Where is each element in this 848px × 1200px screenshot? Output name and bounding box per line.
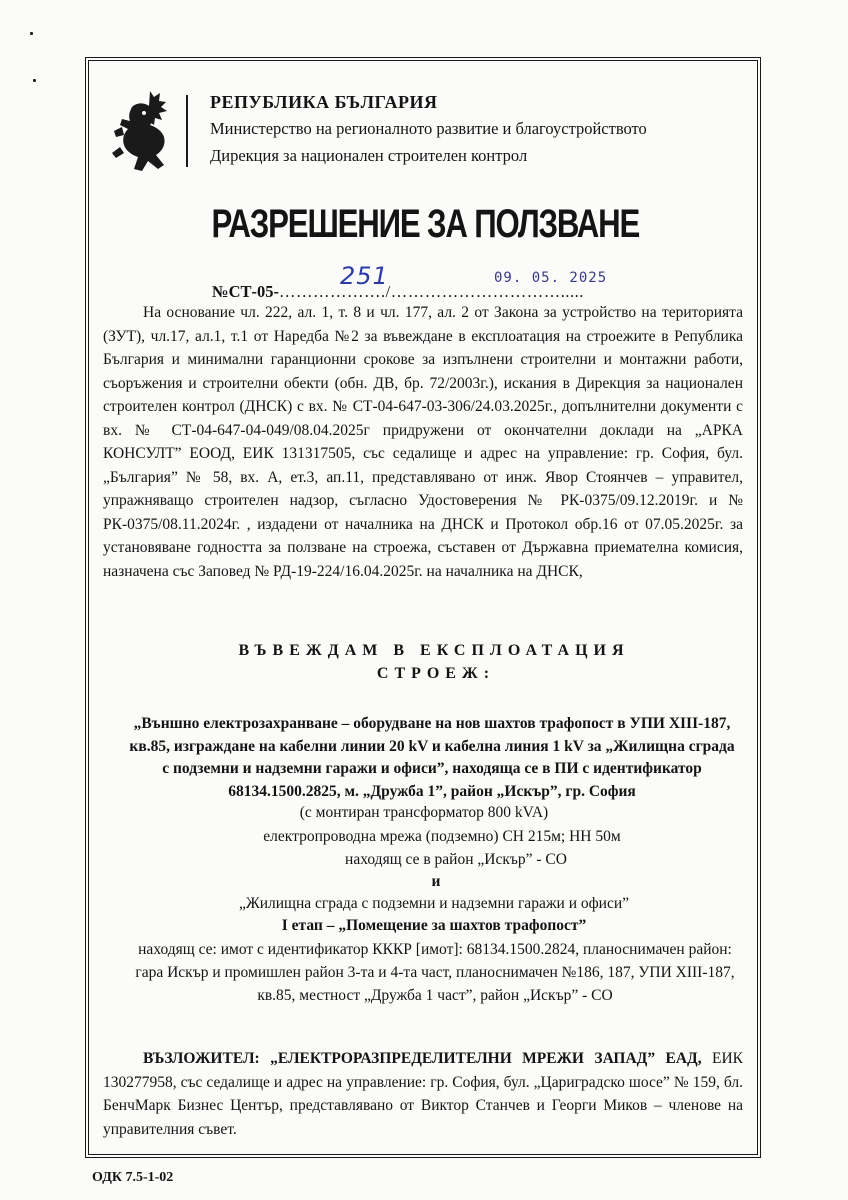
document-number-prefix: №СТ-05- xyxy=(212,282,279,301)
scan-speck xyxy=(30,32,33,35)
object-description: „Външно електрозахранване – оборудване на нов шахтов трафопост в УПИ XIII-187, кв.85, изграждане на кабелни линии 20 kV и кабелна линия 1 kV за „Жилищна сграда с подземни и надземни гаражи и офиси”, находяща се в ПИ с идентификатор 68134.1500.2825, м. „Дружба 1”, район „Искър”, гр. София xyxy=(129,715,735,800)
transformer-note: (с монтиран трансформатор 800 kVA) xyxy=(299,804,549,821)
handwritten-document-number: 251 xyxy=(340,262,389,290)
document-number-dots: ………………./…………………………..... xyxy=(279,282,584,301)
building-name: „Жилищна сграда с подземни и надземни гаражи и офиси” xyxy=(238,895,630,912)
scan-speck xyxy=(33,79,36,82)
investor-details: ЕИК 130277958, със седалище и адрес на управление: гр. София, бул. „Цариградско шосе” № 159, бл. БенчМарк Бизнес Център, представлявано от Виктор Станчев и Георги Миков – членове на управителния съвет. xyxy=(103,1050,744,1138)
ministry-name: Министерство на регионалното развитие и благоустройството xyxy=(210,119,647,138)
location-description: находящ се: имот с идентификатор КККР [имот]: 68134.1500.2824, планоснимачен район: гара Искър и промишлен район 3-та и 4-та част, планоснимачен №186, 187, УПИ XIII-187, кв.85, местност „Дружба 1 част”, район „Искър” - СО xyxy=(135,941,735,1004)
investor-paragraph xyxy=(103,1047,743,1141)
stamped-date: 09. 05. 2025 xyxy=(494,270,608,286)
directorate-name: Дирекция за национален строителен контрол xyxy=(210,146,528,165)
intro-paragraph: На основание чл. 222, ал. 1, т. 8 и чл. 177, ал. 2 от Закона за устройство на територията (ЗУТ), чл.17, ал.1, т.1 от Наредба №2 за въвеждане в експлоатация на строежите в Република България и минимални гаранционни срокове за изпълнени строителни и монтажни работи, съоръжения и строителни обекти (обн. ДВ, бр. 72/2003г.), искания в Дирекция за национален строителен контрол (ДНСК) с вх. № СТ-04-647-03-306/24.03.2025г., допълнителни документи с вх. № СТ-04-647-04-049/08.04.2025г придружени от окончателни доклади на „АРКА КОНСУЛТ” ЕООД, ЕИК 131317505, със седалище и адрес на управление: гр. София, бул. „България” № 58, вх. А, ет.3, ап.11, представлявано от инж. Явор Стоянчев – управител, упражняващо строителен надзор, съгласно Удостоверения № РК-0375/09.12.2019г. и № РК-0375/08.11.2024г. , издадени от началника на ДНСК и Протокол обр.16 от 07.05.2025г. за установяване годността за ползване на строежа, съставен от Държавна приемателна комисия, назначена със Заповед № РД-19-224/16.04.2025г. на началника на ДНСК, xyxy=(103,304,743,580)
enact-heading: ВЪВЕЖДАМ В ЕКСПЛОАТАЦИЯ xyxy=(238,642,630,659)
network-note: електропроводна мрежа (подземно) СН 215м; НН 50м xyxy=(263,828,621,845)
footer-code: ОДК 7.5-1-02 xyxy=(92,1170,174,1185)
object-heading: СТРОЕЖ: xyxy=(376,665,496,682)
coat-of-arms-lion-icon xyxy=(110,87,180,177)
header-divider xyxy=(186,95,188,167)
country-name: РЕПУБЛИКА БЪЛГАРИЯ xyxy=(210,92,438,112)
document-title: РАЗРЕШЕНИЕ ЗА ПОЛЗВАНЕ xyxy=(211,202,640,246)
stage-name: I етап – „Помещение за шахтов трафопост” xyxy=(281,917,587,934)
investor-label: ВЪЗЛОЖИТЕЛ: „ЕЛЕКТРОРАЗПРЕДЕЛИТЕЛНИ МРЕЖИ ЗАПАД” ЕАД, xyxy=(143,1050,702,1067)
district-note: находящ се в район „Искър” - СО xyxy=(345,851,567,868)
conjunction: и xyxy=(431,873,441,890)
